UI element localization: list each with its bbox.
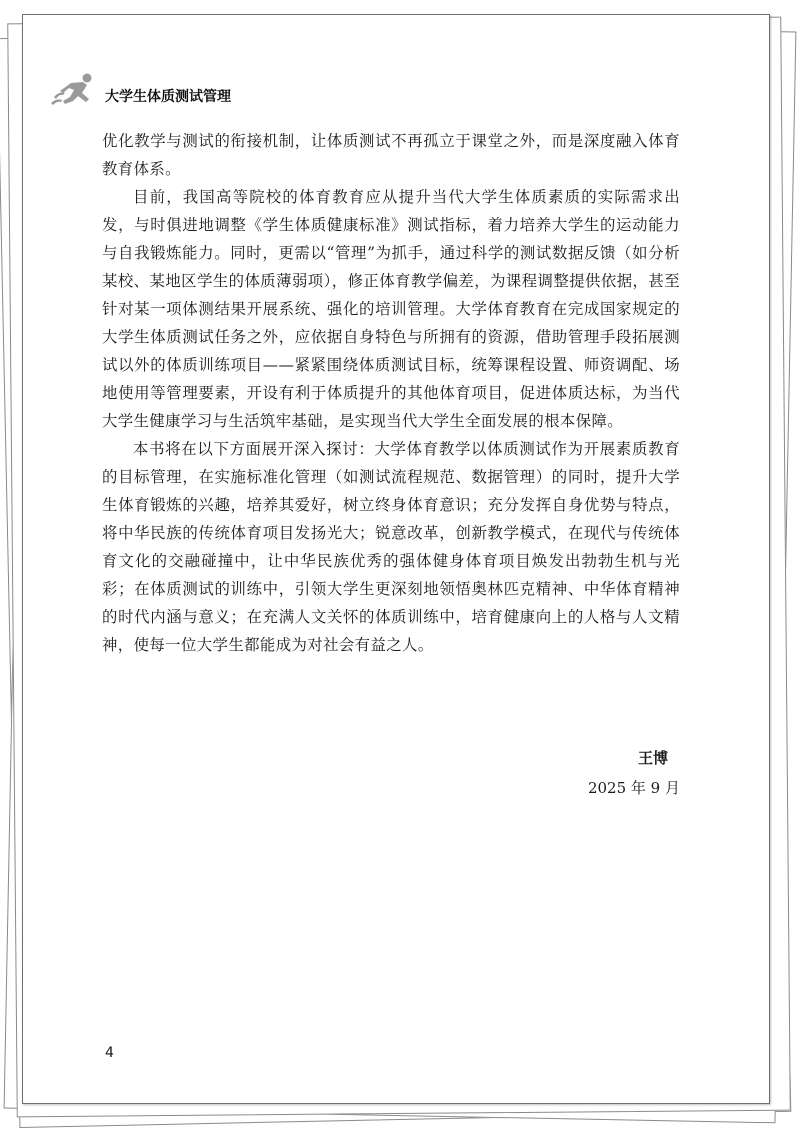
runner-icon (49, 71, 99, 111)
running-header (49, 71, 231, 111)
paragraph: 优化教学与测试的衔接机制，让体质测试不再孤立于课堂之外，而是深度融入体育教育体系。 (102, 132, 680, 178)
paragraph: 本书将在以下方面展开深入探讨：大学体育教学以体质测试作为开展素质教育的目标管理，在实施标准化管理（如测试流程规范、数据管理）的同时，提升大学生体育锻炼的兴趣，培养其爱好，树立终身体育意识；充分发挥自身优势与特点，将中华民族的传统体育项目发扬光大；锐意改革，创新教学模式，在现代与传统体育文化的交融碰撞中，让中华民族优秀的强体健身体育项目焕发出勃勃生机与光彩；在体质测试的训练中，引领大学生更深刻地领悟奥林匹克精神、中华体育精神的时代内涵与意义；在充满人文关怀的体质训练中，培育健康向上的人格与人文精神，使每一位大学生都能成为对社会有益之人。 (102, 440, 680, 654)
running-header-title: 大学生体质测试管理 (105, 89, 231, 105)
author-name: 王博 (637, 749, 668, 767)
paragraph: 目前，我国高等院校的体育教育应从提升当代大学生体质素质的实际需求出发，与时俱进地调整《学生体质健康标准》测试指标，着力培养大学生的运动能力与自我锻炼能力。同时，更需以“管理”为抓手，通过科学的测试数据反馈（如分析某校、某地区学生的体质薄弱项），修正体育教学偏差，为课程调整提供依据，甚至针对某一项体测结果开展系统、强化的培训管理。大学体育教育在完成国家规定的大学生体质测试任务之外，应依据自身特色与所拥有的资源，借助管理手段拓展测试以外的体质训练项目——紧紧围绕体质测试目标，统筹课程设置、师资调配、场地使用等管理要素，开设有利于体质提升的其他体育项目，促进体质达标，为当代大学生健康学习与生活筑牢基础，是实现当代大学生全面发展的根本保障。 (102, 188, 680, 430)
page-number: 4 (105, 1045, 114, 1061)
signature-date: 2025 年 9 月 (587, 779, 680, 797)
body-text (102, 127, 680, 659)
book-page (22, 14, 770, 1104)
